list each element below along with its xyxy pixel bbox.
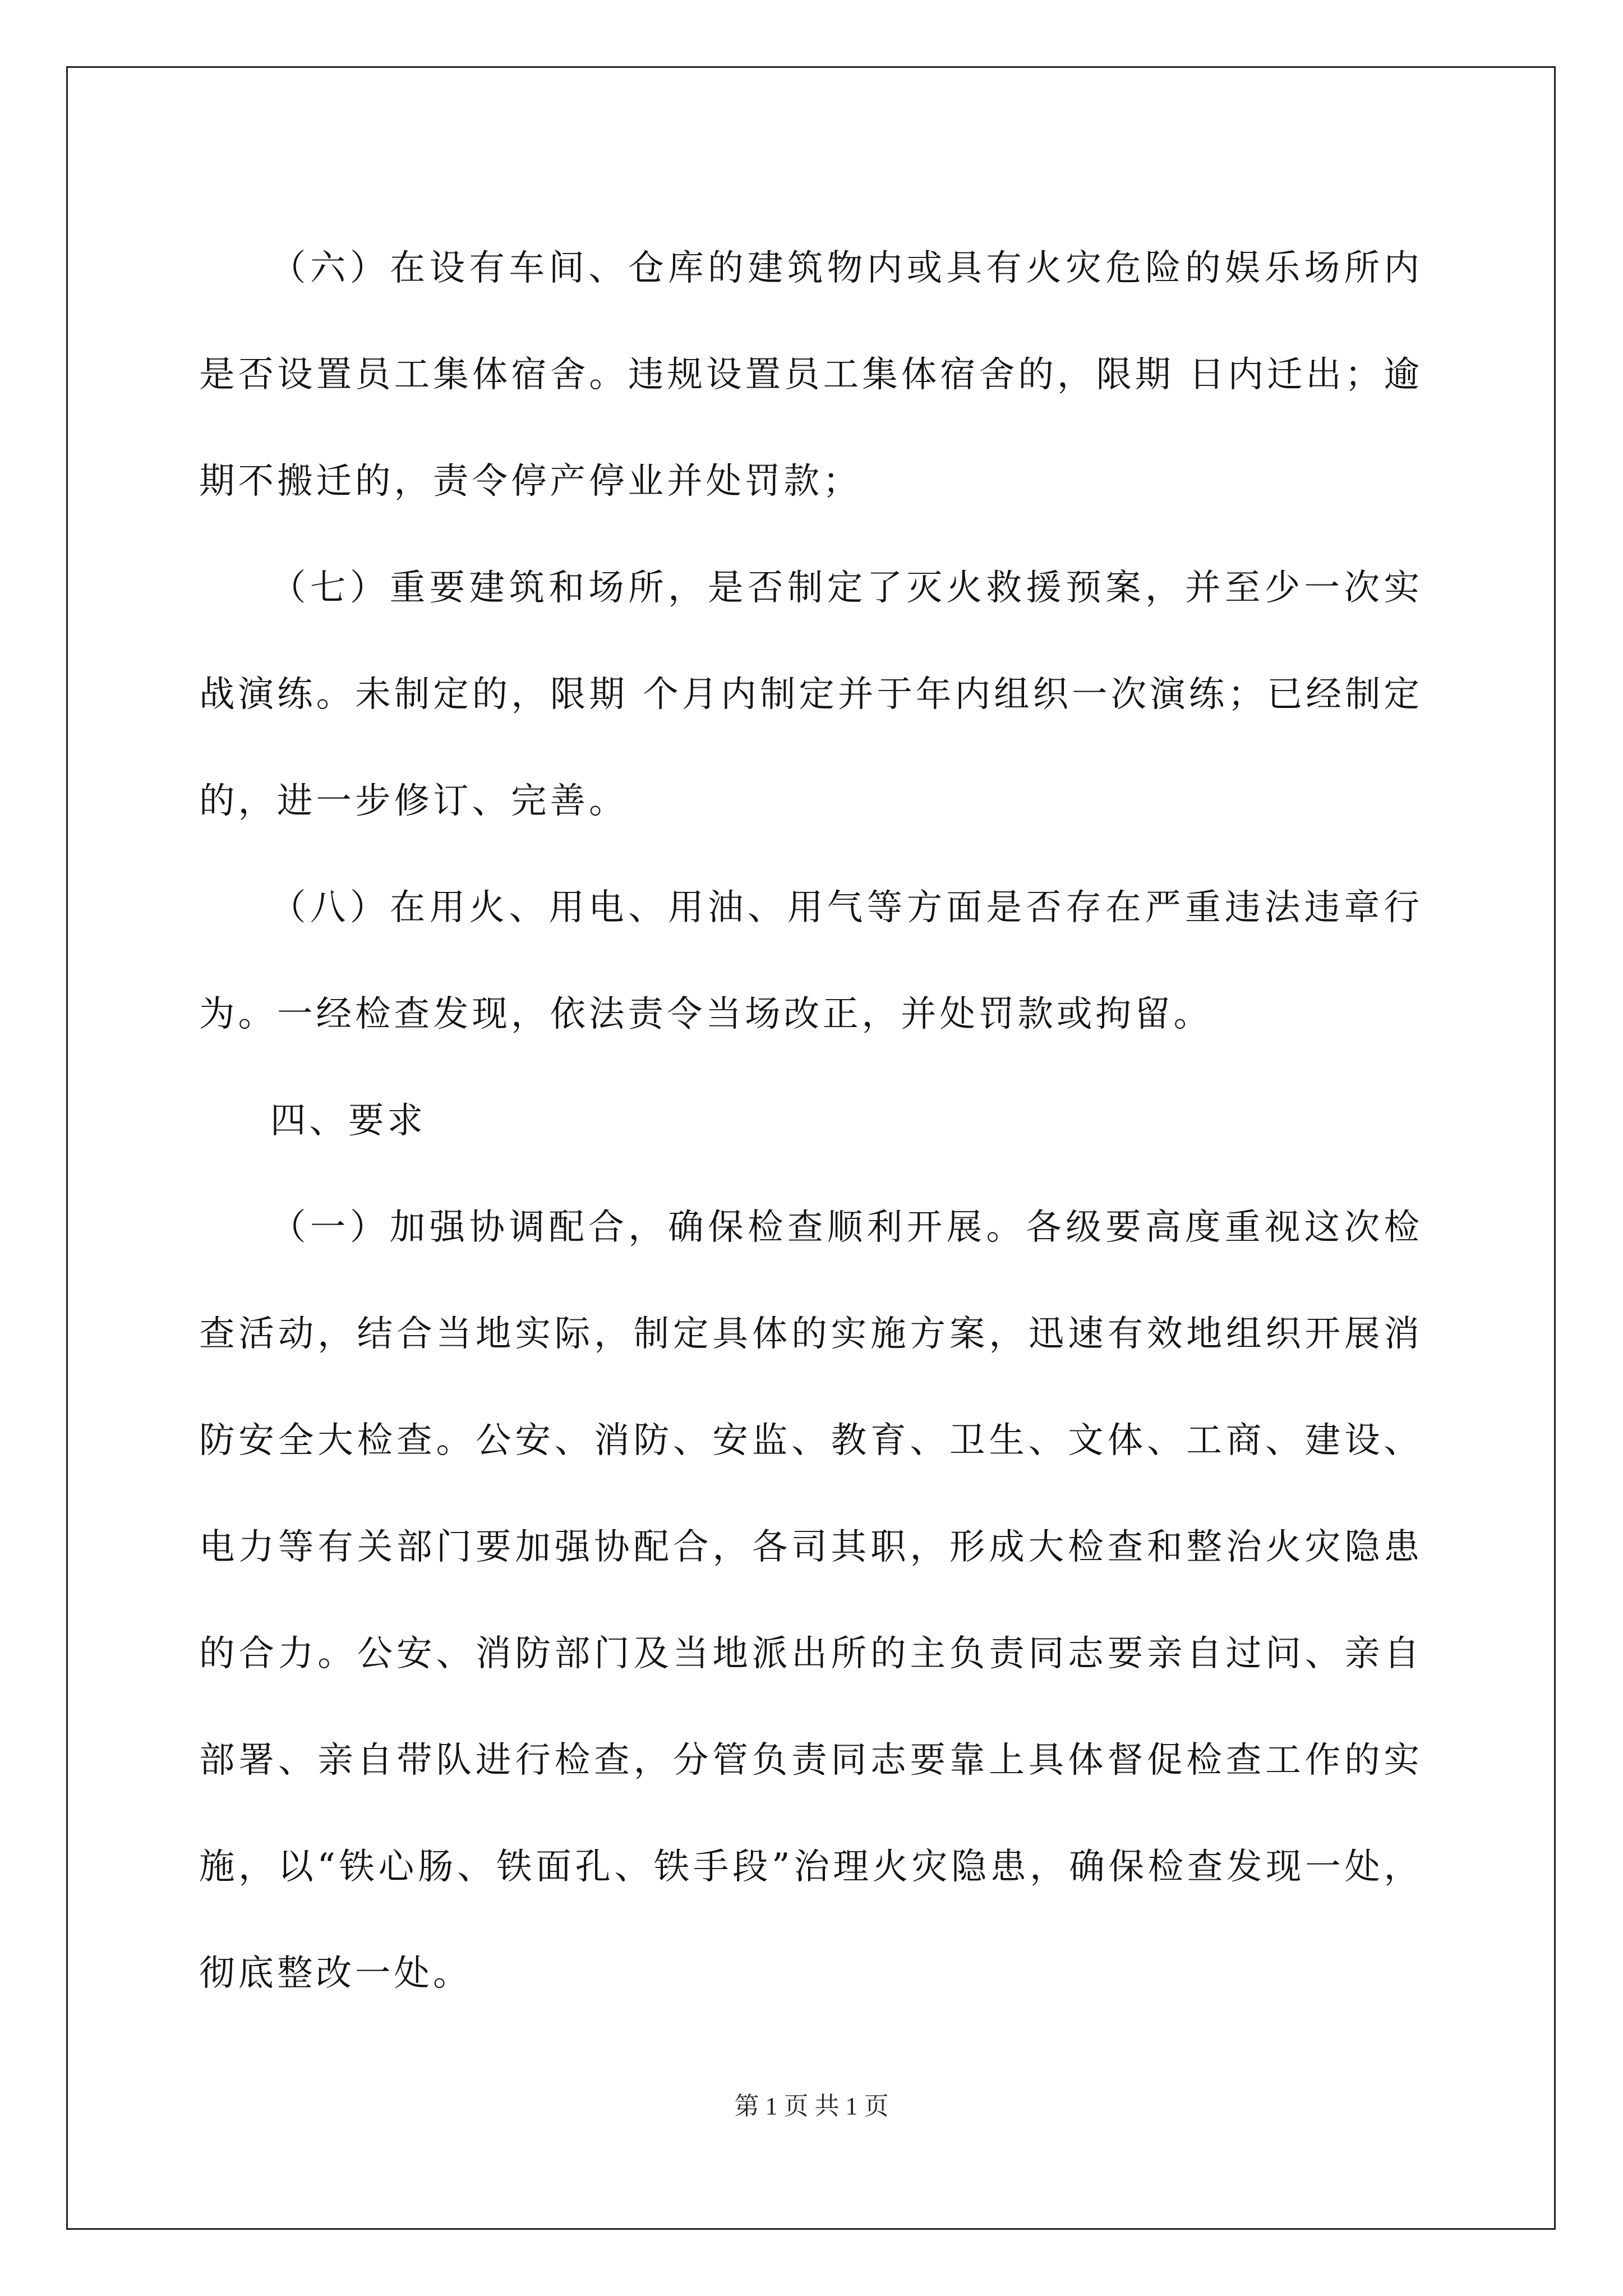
- paragraph-item-8: （八）在用火、用电、用油、用气等方面是否存在严重违法违章行为。一经检查发现，依法责令当场改正，并处罚款或拘留。: [199, 886, 1423, 1034]
- page-footer: 第 1 页 共 1 页: [734, 2092, 889, 2120]
- paragraph-item-7: （七）重要建筑和场所，是否制定了灭火救援预案，并至少一次实战演练。未制定的，限期 个月内制定并于年内组织一次演练；已经制定的，进一步修订、完善。: [199, 567, 1423, 821]
- paragraph-item-6: （六）在设有车间、仓库的建筑物内或具有火灾危险的娱乐场所内是否设置员工集体宿舍。违规设置员工集体宿舍的，限期 日内迁出；逾期不搬迁的，责令停产停业并处罚款；: [199, 247, 1423, 501]
- document-body: [199, 214, 1423, 2026]
- section-heading-requirements: 四、要求: [270, 1099, 426, 1141]
- paragraph-requirement-1: （一）加强协调配合，确保检查顺利开展。各级要高度重视这次检查活动，结合当地实际，制定具体的实施方案，迅速有效地组织开展消防安全大检查。公安、消防、安监、教育、卫生、文体、工商、建设、电力等有关部门要加强协配合，各司其职，形成大检查和整治火灾隐患的合力。公安、消防部门及当地派出所的主负责同志要亲自过问、亲自部署、亲自带队进行检查，分管负责同志要靠上具体督促检查工作的实施，以“铁心肠、铁面孔、铁手段”治理火灾隐患，确保检查发现一处，彻底整改一处。: [199, 1206, 1423, 1994]
